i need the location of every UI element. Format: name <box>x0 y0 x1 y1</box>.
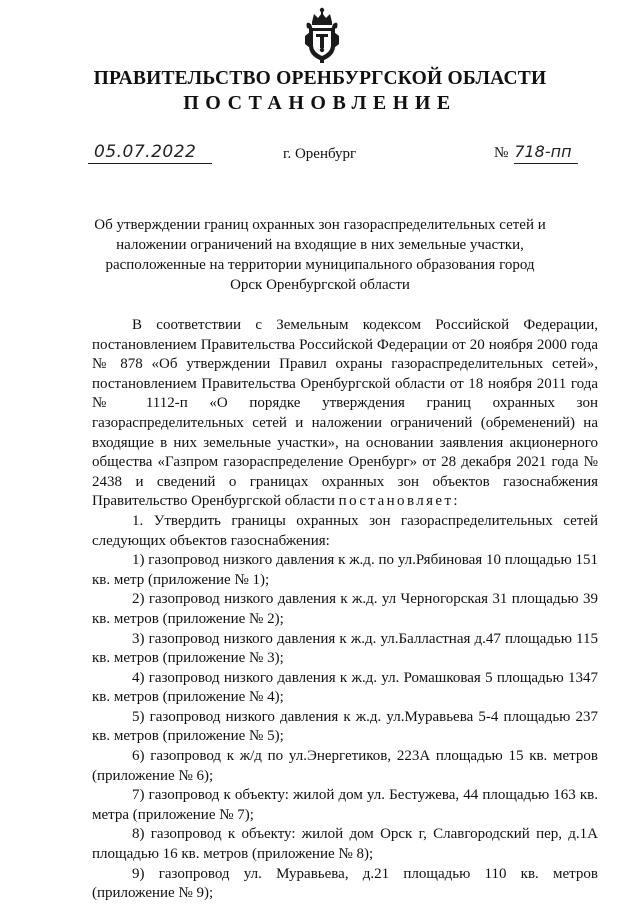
list-item: 2) газопровод низкого давления к ж.д. ул Черногорская 31 площадью 39 кв. метров (приложение № 2); <box>92 591 598 627</box>
list-item: 1) газопровод низкого давления к ж.д. по ул.Рябиновая 10 площадью 151 кв. метр (приложение № 1); <box>92 552 598 588</box>
document-date: 05.07.2022 <box>88 141 212 164</box>
list-item: 5) газопровод низкого давления к ж.д. ул.Муравьева 5-4 площадью 237 кв. метров (приложение № 5); <box>92 708 598 745</box>
number-sign: № <box>494 145 509 161</box>
orenburg-coat-of-arms-icon <box>303 6 341 64</box>
decree-word: постановляет: <box>338 493 461 510</box>
document-city: г. Оренбург <box>283 146 357 162</box>
list-item: 9) газопровод ул. Муравьева, д.21 площадью 110 кв. метров (приложение № 9); <box>92 865 598 902</box>
list-item: 8) газопровод к объекту: жилой дом Орск г, Славгородский пер, д.1А площадью 16 кв. метров (приложение № 8); <box>92 826 598 863</box>
preamble-text: В соответствии с Земельным кодексом Российской Федерации, постановлением Правительства Российской Федерации от 20 ноября 2000 года № 878 «Об утверждении Правил охраны газораспределительных сетей», постановлением Правительства Оренбургской области от 18 ноября 2011 года № 1112-п «О порядке утверждения границ охранных зон газораспределительных сетей и наложении ограничений (обременений) на входящие в них земельные участки», на основании заявления акционерного общества «Газпром газораспределение Оренбург» от 28 декабря 2021 года № 2438 и сведений о границах охранных зон объектов газоснабжения Правительство Оренбургской области <box>92 317 598 510</box>
document-number <box>494 141 578 164</box>
government-title: ПРАВИТЕЛЬСТВО ОРЕНБУРГСКОЙ ОБЛАСТИ <box>93 68 547 89</box>
list-item: 6) газопровод к ж/д по ул.Энергетиков, 223А площадью 15 кв. метров (приложение № 6); <box>92 748 598 784</box>
number-value: 718-пп <box>514 141 578 164</box>
preamble-paragraph <box>92 316 598 512</box>
document-type: ПОСТАНОВЛЕНИЕ <box>183 92 457 114</box>
list-item: 7) газопровод к объекту: жилой дом ул. Бестужева, 44 площадью 163 кв. метра (приложение № 7); <box>92 787 598 823</box>
list-item: 3) газопровод низкого давления к ж.д. ул.Балластная д.47 площадью 115 кв. метров (приложение № 3); <box>92 630 598 667</box>
document-body <box>92 316 598 904</box>
list-item: 1. Утвердить границы охранных зон газораспределительных сетей следующих объектов газоснабжения: <box>92 512 598 549</box>
list-item: 4) газопровод низкого давления к ж.д. ул. Ромашковая 5 площадью 1347 кв. метров (приложение № 4); <box>92 669 598 706</box>
document-subject: Об утверждении границ охранных зон газораспределительных сетей и наложении ограничений на входящие в них земельные участки, расположенные на территории муниципального образования город Орск Оренбургской области <box>94 217 546 293</box>
